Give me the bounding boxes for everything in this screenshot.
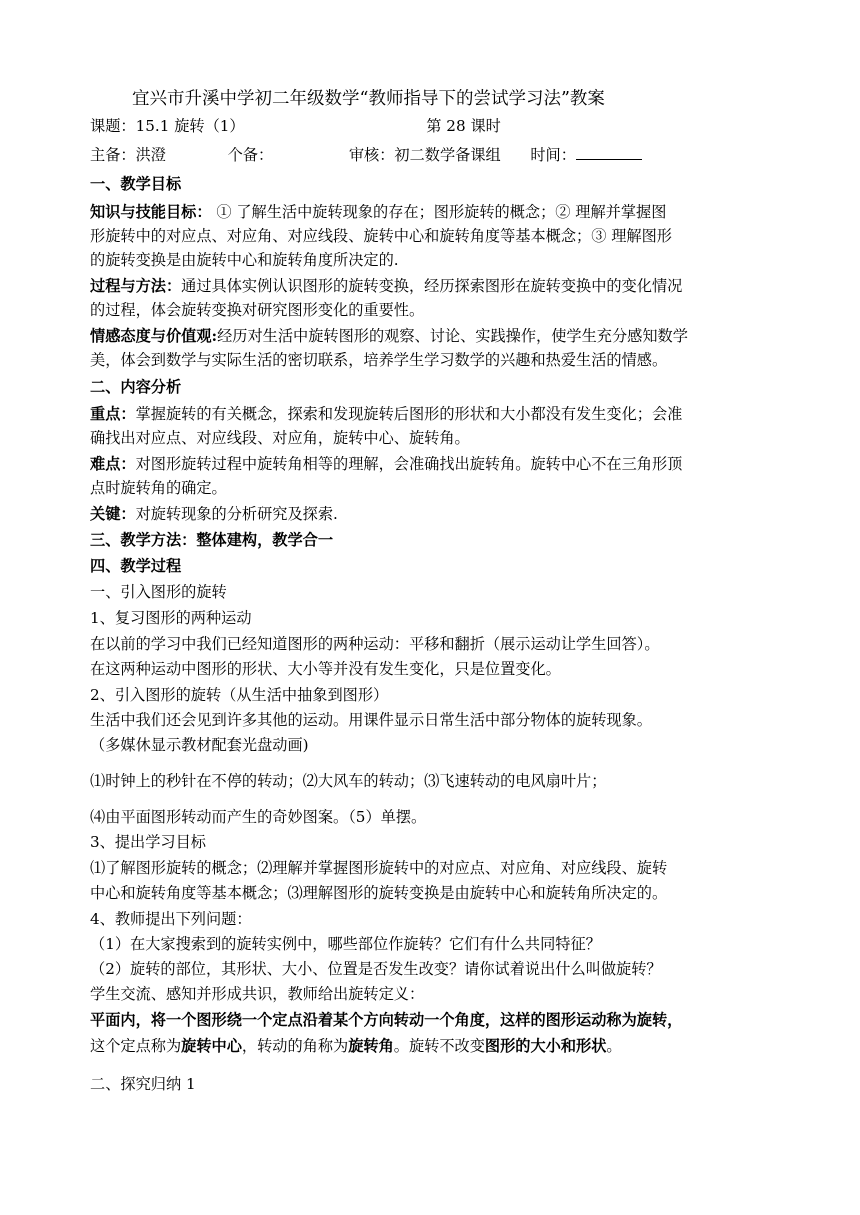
knowledge-line-1: 知识与技能目标： ① 了解生活中旋转现象的存在；图形旋转的概念；② 理解并掌握图 [90, 203, 667, 221]
intro-rotation-line-2: （多媒休显示教材配套光盘动画) [90, 736, 309, 754]
process-line-1: 过程与方法：通过具体实例认识图形的旋转变换，经历探索图形在旋转变换中的变化情况 [90, 277, 683, 295]
definition-line-2: 这个定点称为旋转中心，转动的角称为旋转角。旋转不改变图形的大小和形状。 [90, 1037, 622, 1055]
difficulty-label: 难点： [90, 455, 136, 473]
emotion-line-2: 美，体会到数学与实际生活的密切联系，培养学生学习数学的兴趣和热爱生活的情感。 [90, 351, 668, 369]
intro-rotation-line-1: 生活中我们还会见到许多其他的运动。用课件显示日常生活中部分物体的旋转现象。 [90, 711, 652, 729]
key-point-label: 重点： [90, 405, 136, 423]
co-teacher: 个备： [227, 146, 274, 164]
meta-row-2 [90, 144, 642, 166]
next-section-heading: 二、探究归纳 1 [90, 1075, 196, 1093]
section-heading-1: 一、教学目标 [90, 175, 182, 193]
difficulty-line-2: 点时旋转角的确定。 [90, 479, 227, 497]
intro-rotation-heading: 2、引入图形的旋转（从生活中抽象到图形） [90, 686, 389, 704]
rotation-center-term: 旋转中心 [181, 1037, 242, 1055]
review-motions-line-1: 在以前的学习中我们已经知道图形的两种运动：平移和翻折（展示运动让学生回答）。 [90, 635, 660, 653]
lead-teacher: 主备：洪澄 [90, 146, 166, 164]
examples-line-2: ⑷由平面图形转动而产生的奇妙图案。（5）单摆。 [90, 808, 427, 826]
document-title: 宜兴市升溪中学初二年级数学“教师指导下的尝试学习法”教案 [132, 89, 605, 109]
review-label: 审核：初二数学备课组 [348, 146, 501, 164]
section-heading-2: 二、内容分析 [90, 378, 182, 396]
knowledge-line-3: 的旋转变换是由旋转中心和旋转角度所决定的. [90, 251, 399, 269]
review-motions-heading: 1、复习图形的两种运动 [90, 609, 252, 627]
time-blank [576, 145, 642, 160]
crux-line: 关键：对旋转现象的分析研究及探索. [90, 505, 338, 523]
examples-line-1: ⑴时钟上的秒针在不停的转动；⑵大风车的转动；⑶飞速转动的电风扇叶片； [90, 772, 607, 790]
difficulty-line-1: 难点：对图形旋转过程中旋转角相等的理解，会准确找出旋转角。旋转中心不在三角形顶 [90, 455, 683, 473]
process-line-2: 的过程，体会旋转变换对研究图形变化的重要性。 [90, 301, 425, 319]
section-heading-4: 四、教学过程 [90, 557, 182, 575]
knowledge-line-2: 形旋转中的对应点、对应角、对应线段、旋转中心和旋转角度等基本概念；③ 理解图形 [90, 227, 672, 245]
review-motions-line-2: 在这两种运动中图形的形状、大小等并没有发生变化，只是位置变化。 [90, 660, 561, 678]
definition-line-1: 平面内，将一个图形绕一个定点沿着某个方向转动一个角度，这样的图形运动称为旋转， [90, 1011, 683, 1029]
size-shape-term: 图形的大小和形状 [484, 1037, 607, 1055]
topic-label: 课题：15.1 旋转（1） [90, 117, 245, 135]
time-label: 时间： [530, 146, 576, 164]
knowledge-label: 知识与技能目标： [90, 203, 212, 221]
question-1: （1）在大家搜索到的旋转实例中，哪些部位作旋转？它们有什么共同特征？ [90, 935, 601, 953]
section-heading-3: 三、教学方法：整体建构，教学合一 [90, 531, 333, 549]
process-intro: 一、引入图形的旋转 [90, 583, 227, 601]
learning-goals-line-2: 中心和旋转角度等基本概念；⑶理解图形的旋转变换是由旋转中心和旋转角所决定的。 [90, 884, 668, 902]
emotion-label: 情感态度与价值观: [90, 327, 218, 345]
emotion-line-1: 情感态度与价值观:经历对生活中旋转图形的观察、讨论、实践操作，使学生充分感知数学 [90, 327, 688, 345]
crux-label: 关键： [90, 505, 136, 523]
rotation-angle-term: 旋转角 [348, 1037, 394, 1055]
consensus-line: 学生交流、感知并形成共识，教师给出旋转定义： [90, 985, 425, 1003]
learning-goals-line-1: ⑴了解图形旋转的概念；⑵理解并掌握图形旋转中的对应点、对应角、对应线段、旋转 [90, 859, 668, 877]
questions-heading: 4、教师提出下列问题： [90, 910, 252, 928]
process-label: 过程与方法： [90, 277, 182, 295]
period-label: 第 28 课时 [426, 117, 501, 135]
learning-goals-heading: 3、提出学习目标 [90, 833, 206, 851]
key-point-line-2: 确找出对应点、对应线段、对应角，旋转中心、旋转角。 [90, 429, 470, 447]
meta-row-1 [90, 115, 501, 137]
question-2: （2）旋转的部位，其形状、大小、位置是否发生改变？请你试着说出什么叫做旋转？ [90, 960, 662, 978]
key-point-line-1: 重点：掌握旋转的有关概念，探索和发现旋转后图形的形状和大小都没有发生变化；会准 [90, 405, 683, 423]
